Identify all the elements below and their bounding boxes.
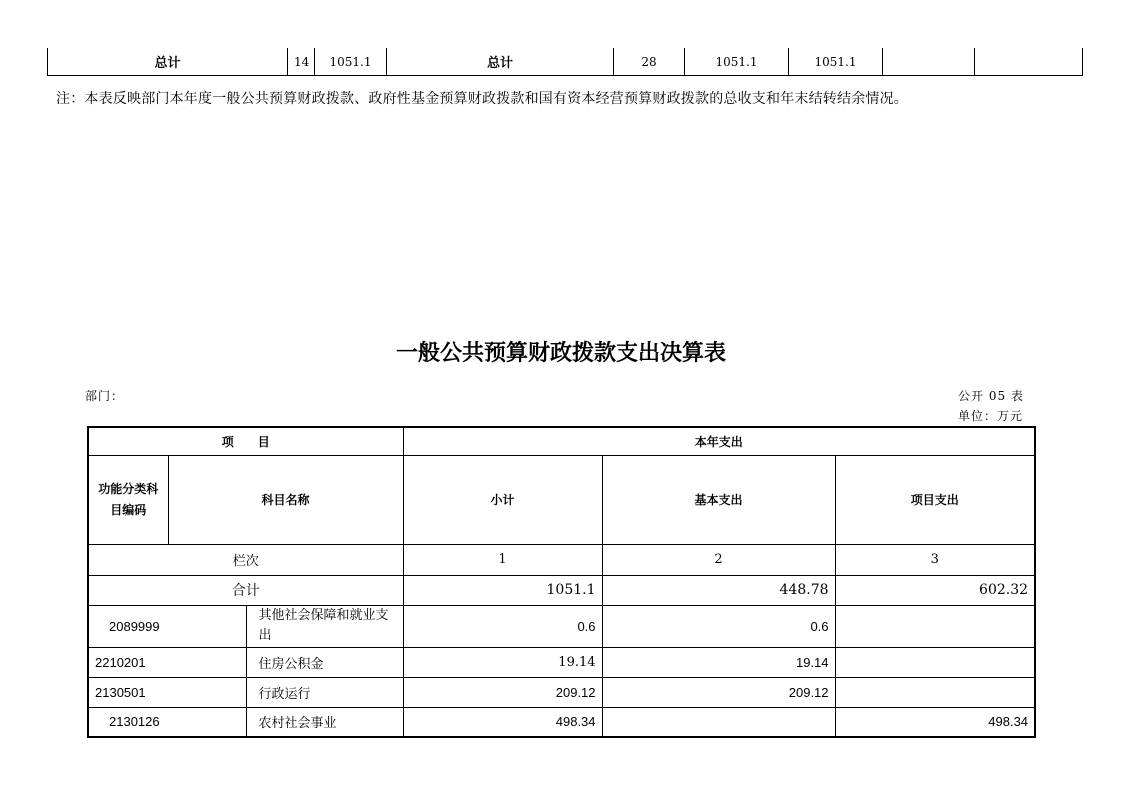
- row-project: [835, 647, 1035, 677]
- summary-left-label: 总计: [48, 48, 288, 76]
- expenditure-table: [87, 426, 1036, 738]
- table-row: [88, 677, 1035, 707]
- row-basic: [602, 707, 835, 737]
- total-row: [88, 575, 1035, 605]
- row-code: 2130501: [88, 677, 246, 707]
- header-item: 项 目: [88, 427, 403, 455]
- row-subject-name: 住房公积金: [246, 647, 403, 677]
- row-subject-name: 行政运行: [246, 677, 403, 707]
- table-note: 注：本表反映部门本年度一般公共预算财政拨款、政府性基金预算财政拨款和国有资本经营预算财政拨款的总收支和年末结转结余情况。: [56, 91, 908, 107]
- row-basic: 209.12: [602, 677, 835, 707]
- row-subtotal: 0.6: [403, 605, 602, 647]
- summary-table: [47, 48, 1083, 76]
- summary-right-amount-2: 1051.1: [789, 48, 883, 76]
- form-code: 公开 05 表: [958, 389, 1024, 403]
- header-current-expense: 本年支出: [403, 427, 1035, 455]
- row-code: 2130126: [88, 707, 246, 737]
- column-number-3: 3: [835, 544, 1035, 575]
- header-row-2: [88, 455, 1035, 544]
- row-code: 2089999: [88, 605, 246, 647]
- col-project: 项目支出: [835, 455, 1035, 544]
- summary-right-line: 28: [614, 48, 685, 76]
- col-subtotal: 小计: [403, 455, 602, 544]
- table-row: [88, 707, 1035, 737]
- summary-right-amount-3: [883, 48, 975, 76]
- summary-right-amount-1: 1051.1: [685, 48, 789, 76]
- row-subtotal: 209.12: [403, 677, 602, 707]
- column-number-2: 2: [602, 544, 835, 575]
- department-label: 部门：: [85, 389, 125, 403]
- unit-label: 单位：万元: [958, 409, 1024, 423]
- row-subtotal: 498.34: [403, 707, 602, 737]
- header-row-1: [88, 427, 1035, 455]
- row-basic: 0.6: [602, 605, 835, 647]
- row-subject-name: 农村社会事业: [246, 707, 403, 737]
- col-basic: 基本支出: [602, 455, 835, 544]
- row-project: [835, 605, 1035, 647]
- table-row: [88, 647, 1035, 677]
- total-basic: 448.78: [602, 575, 835, 605]
- summary-right-amount-4: [975, 48, 1083, 76]
- summary-left-amount: 1051.1: [315, 48, 387, 76]
- row-project: [835, 677, 1035, 707]
- table-row: [88, 605, 1035, 647]
- row-project: 498.34: [835, 707, 1035, 737]
- col-func-code: 功能分类科目编码: [88, 455, 168, 544]
- total-project: 602.32: [835, 575, 1035, 605]
- total-subtotal: 1051.1: [403, 575, 602, 605]
- total-label: 合计: [88, 575, 403, 605]
- summary-right-label: 总计: [387, 48, 614, 76]
- col-subject-name: 科目名称: [168, 455, 403, 544]
- summary-left-line: 14: [288, 48, 315, 76]
- column-number-1: 1: [403, 544, 602, 575]
- column-order-label: 栏次: [88, 544, 403, 575]
- row-subtotal: 19.14: [403, 647, 602, 677]
- summary-row: [48, 48, 1083, 76]
- column-order-row: [88, 544, 1035, 575]
- row-basic: 19.14: [602, 647, 835, 677]
- page-title: 一般公共预算财政拨款支出决算表: [395, 340, 726, 366]
- row-code: 2210201: [88, 647, 246, 677]
- row-subject-name: 其他社会保障和就业支出: [246, 605, 403, 647]
